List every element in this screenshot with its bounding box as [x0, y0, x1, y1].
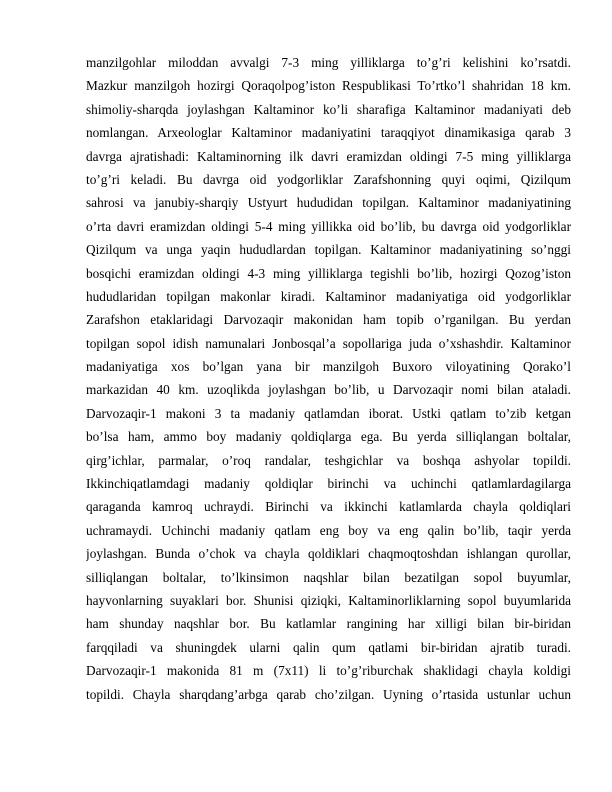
text-line: nomlangan. Arxeologlar Kaltaminor madaniyatini taraqqiyot dinamikasiga qarab 3	[86, 125, 571, 141]
text-line: farqqiladi va shuningdek ularni qalin qum qatlami bir-biridan ajratib turadi.	[86, 639, 571, 655]
text-line: bo’lsa ham, ammo boy madaniy qoldiqlarga ega. Bu yerda silliqlangan boltalar,	[86, 429, 571, 445]
text-line: shimoliy-sharqda joylashgan Kaltaminor ko’li sharafiga Kaltaminor madaniyati deb	[86, 101, 571, 117]
text-line: Qizilqum va unga yaqin hududlardan topilgan. Kaltaminor madaniyatining so’nggi	[86, 242, 571, 258]
text-line: Darvozaqir-1 makonida 81 m (7x11) li to’g’riburchak shaklidagi chayla koldigi	[86, 663, 571, 679]
text-line: silliqlangan boltalar, to’lkinsimon naqshlar bilan bezatilgan sopol buyumlar,	[86, 569, 571, 585]
text-line: hududlaridan topilgan makonlar kiradi. Kaltaminor madaniyatiga oid yodgorliklar	[86, 288, 571, 304]
text-line: manzilgohlar miloddan avvalgi 7-3 ming yilliklarga to’g’ri kelishini ko’rsatdi.	[86, 55, 571, 70]
text-line: o’rta davri eramizdan oldingi 5-4 ming yillikka oid bo’lib, bu davrga oid yodgorliklar	[86, 218, 571, 234]
text-line: hayvonlarning suyaklari bor. Shunisi qiziqki, Kaltaminorliklarning sopol buyumlarida	[86, 592, 571, 608]
text-line: joylashgan. Bunda o’chok va chayla qoldiklari chaqmoqtoshdan ishlangan qurollar,	[86, 546, 571, 562]
text-line: Zarafshon etaklaridagi Darvozaqir makonidan ham topib o’rganilgan. Bu yerdan	[86, 312, 571, 328]
text-line: madaniyatiga xos bo’lgan yana bir manzilgoh Buxoro viloyatining Qorako’l	[86, 359, 571, 375]
text-line: Mazkur manzilgoh hozirgi Qoraqolpog’iston Respublikasi To’rtko’l shahridan 18 km.	[86, 78, 571, 94]
text-line: qirg’ichlar, parmalar, o’roq randalar, teshgichlar va boshqa ashyolar topildi.	[86, 452, 571, 468]
text-line: uchramaydi. Uchinchi madaniy qatlam eng boy va eng qalin bo’lib, taqir yerda	[86, 522, 571, 538]
text-line: Darvozaqir-1 makoni 3 ta madaniy qatlamdan iborat. Ustki qatlam to’zib ketgan	[86, 405, 571, 421]
text-line: to’g’ri keladi. Bu davrga oid yodgorliklar Zarafshonning quyi oqimi, Qizilqum	[86, 171, 571, 187]
text-line: topilgan sopol idish namunalari Jonbosqal’a sopollariga juda o’xshashdir. Kaltaminor	[86, 335, 571, 351]
body-text	[86, 51, 571, 706]
text-line: topildi. Chayla sharqdang’arbga qarab cho’zilgan. Uyning o’rtasida ustunlar uchun	[86, 686, 571, 702]
text-line: sahrosi va janubiy-sharqiy Ustyurt hududidan topilgan. Kaltaminor madaniyatining	[86, 195, 571, 211]
text-line: markazidan 40 km. uzoqlikda joylashgan bo’lib, u Darvozaqir nomi bilan ataladi.	[86, 382, 571, 398]
text-line: ham shunday naqshlar bor. Bu katlamlar rangining har xilligi bilan bir-biridan	[86, 616, 571, 632]
text-line: Ikkinchiqatlamdagi madaniy qoldiqlar birinchi va uchinchi qatlamlardagilarga	[86, 476, 571, 492]
text-line: bosqichi eramizdan oldingi 4-3 ming yilliklarga tegishli bo’lib, hozirgi Qozog’iston	[86, 265, 571, 281]
text-line: qaraganda kamroq uchraydi. Birinchi va ikkinchi katlamlarda chayla qoldiqlari	[86, 499, 571, 515]
text-line: davrga ajratishadi: Kaltaminorning ilk davri eramizdan oldingi 7-5 ming yilliklarga	[86, 148, 571, 164]
